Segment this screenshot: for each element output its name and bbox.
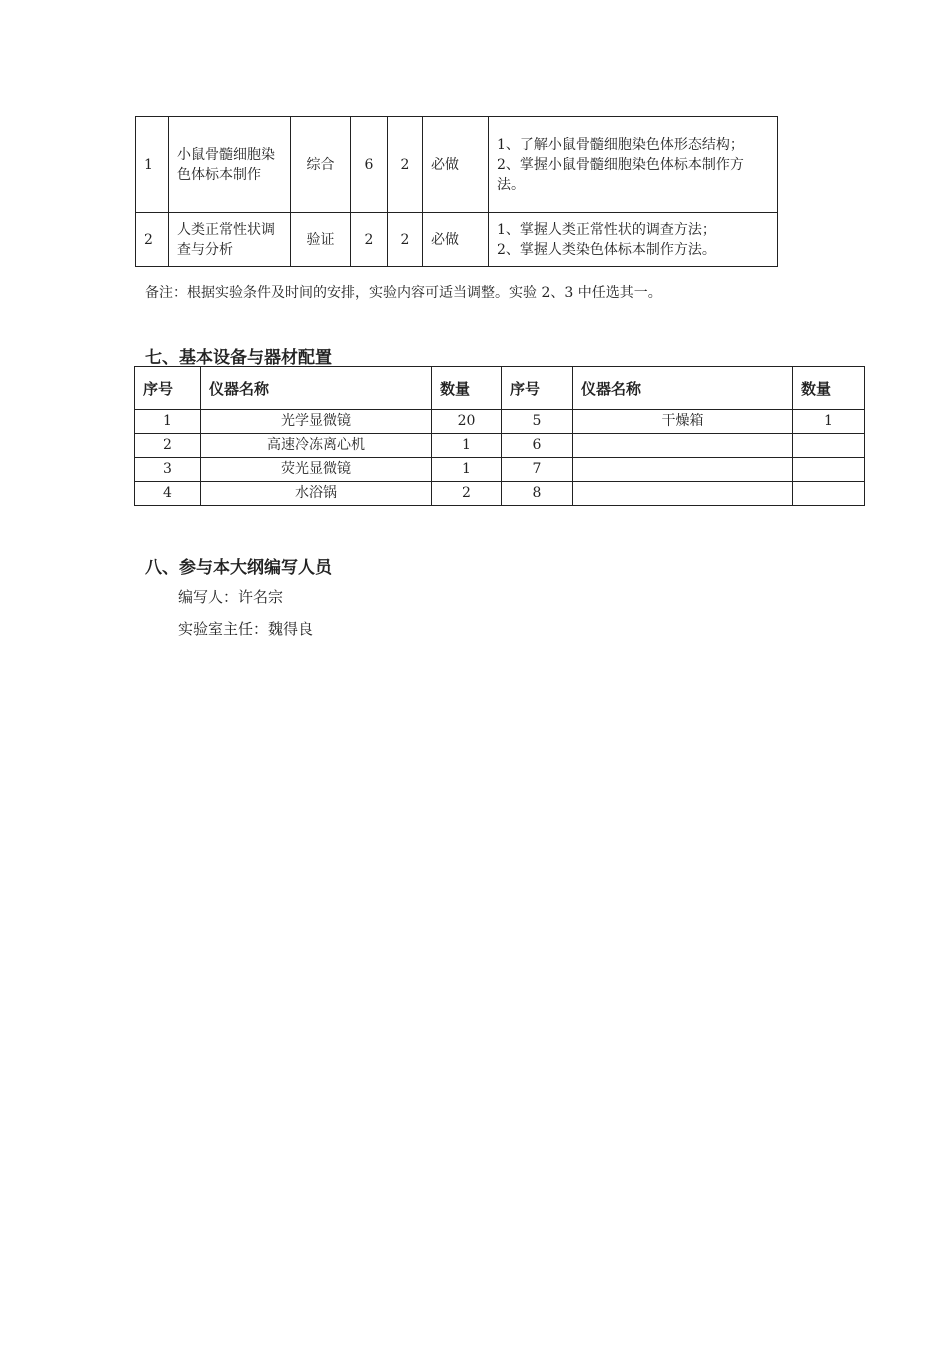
experiment-goals [489, 213, 778, 267]
goal-line: 1、掌握人类正常性状的调查方法； [497, 221, 716, 238]
table-cell: 8 [502, 482, 573, 506]
table-header-row [135, 367, 865, 410]
col-header: 仪器名称 [201, 367, 432, 410]
table-cell: 6 [502, 434, 573, 458]
col-header: 数量 [793, 367, 865, 410]
table-cell [793, 458, 865, 482]
table-row [136, 117, 778, 213]
table-cell: 20 [432, 410, 502, 434]
experiment-table [135, 116, 778, 267]
experiment-goals [489, 117, 778, 213]
experiment-people: 2 [388, 213, 423, 267]
table-note: 备注：根据实验条件及时间的安排，实验内容可适当调整。实验 2、3 中任选其一。 [145, 285, 662, 301]
table-cell [573, 458, 793, 482]
table-cell: 光学显微镜 [201, 410, 432, 434]
table-cell: 1 [432, 434, 502, 458]
table-cell [793, 482, 865, 506]
table-cell [573, 482, 793, 506]
table-cell [793, 434, 865, 458]
section-7-title: 七、基本设备与器材配置 [145, 348, 332, 368]
table-cell: 水浴锅 [201, 482, 432, 506]
director-line: 实验室主任：魏得良 [178, 620, 314, 638]
experiment-no: 1 [136, 117, 169, 213]
table-row [135, 434, 865, 458]
experiment-requirement: 必做 [423, 117, 489, 213]
experiment-hours: 2 [351, 213, 388, 267]
table-cell: 4 [135, 482, 201, 506]
table-row [135, 458, 865, 482]
table-cell: 1 [135, 410, 201, 434]
col-header: 仪器名称 [573, 367, 793, 410]
experiment-name: 人类正常性状调查与分析 [169, 213, 291, 267]
table-cell: 1 [793, 410, 865, 434]
experiment-no: 2 [136, 213, 169, 267]
table-cell: 3 [135, 458, 201, 482]
table-cell [573, 434, 793, 458]
table-cell: 干燥箱 [573, 410, 793, 434]
table-cell: 荧光显微镜 [201, 458, 432, 482]
col-header: 序号 [502, 367, 573, 410]
col-header: 数量 [432, 367, 502, 410]
experiment-hours: 6 [351, 117, 388, 213]
experiment-name: 小鼠骨髓细胞染色体标本制作 [169, 117, 291, 213]
goal-line: 2、掌握小鼠骨髓细胞染色体标本制作方法。 [497, 156, 744, 193]
table-cell: 2 [432, 482, 502, 506]
table-cell: 高速冷冻离心机 [201, 434, 432, 458]
experiment-requirement: 必做 [423, 213, 489, 267]
col-header: 序号 [135, 367, 201, 410]
table-cell: 5 [502, 410, 573, 434]
writer-line: 编写人：许名宗 [178, 588, 284, 606]
table-cell: 2 [135, 434, 201, 458]
goal-line: 2、掌握人类染色体标本制作方法。 [497, 241, 716, 258]
experiment-type: 综合 [291, 117, 351, 213]
experiment-type: 验证 [291, 213, 351, 267]
table-row [135, 482, 865, 506]
equipment-table [134, 366, 865, 506]
table-cell: 1 [432, 458, 502, 482]
experiment-people: 2 [388, 117, 423, 213]
goal-line: 1、了解小鼠骨髓细胞染色体形态结构； [497, 136, 744, 153]
table-row [136, 213, 778, 267]
section-8-title: 八、参与本大纲编写人员 [145, 558, 332, 578]
table-cell: 7 [502, 458, 573, 482]
table-row [135, 410, 865, 434]
